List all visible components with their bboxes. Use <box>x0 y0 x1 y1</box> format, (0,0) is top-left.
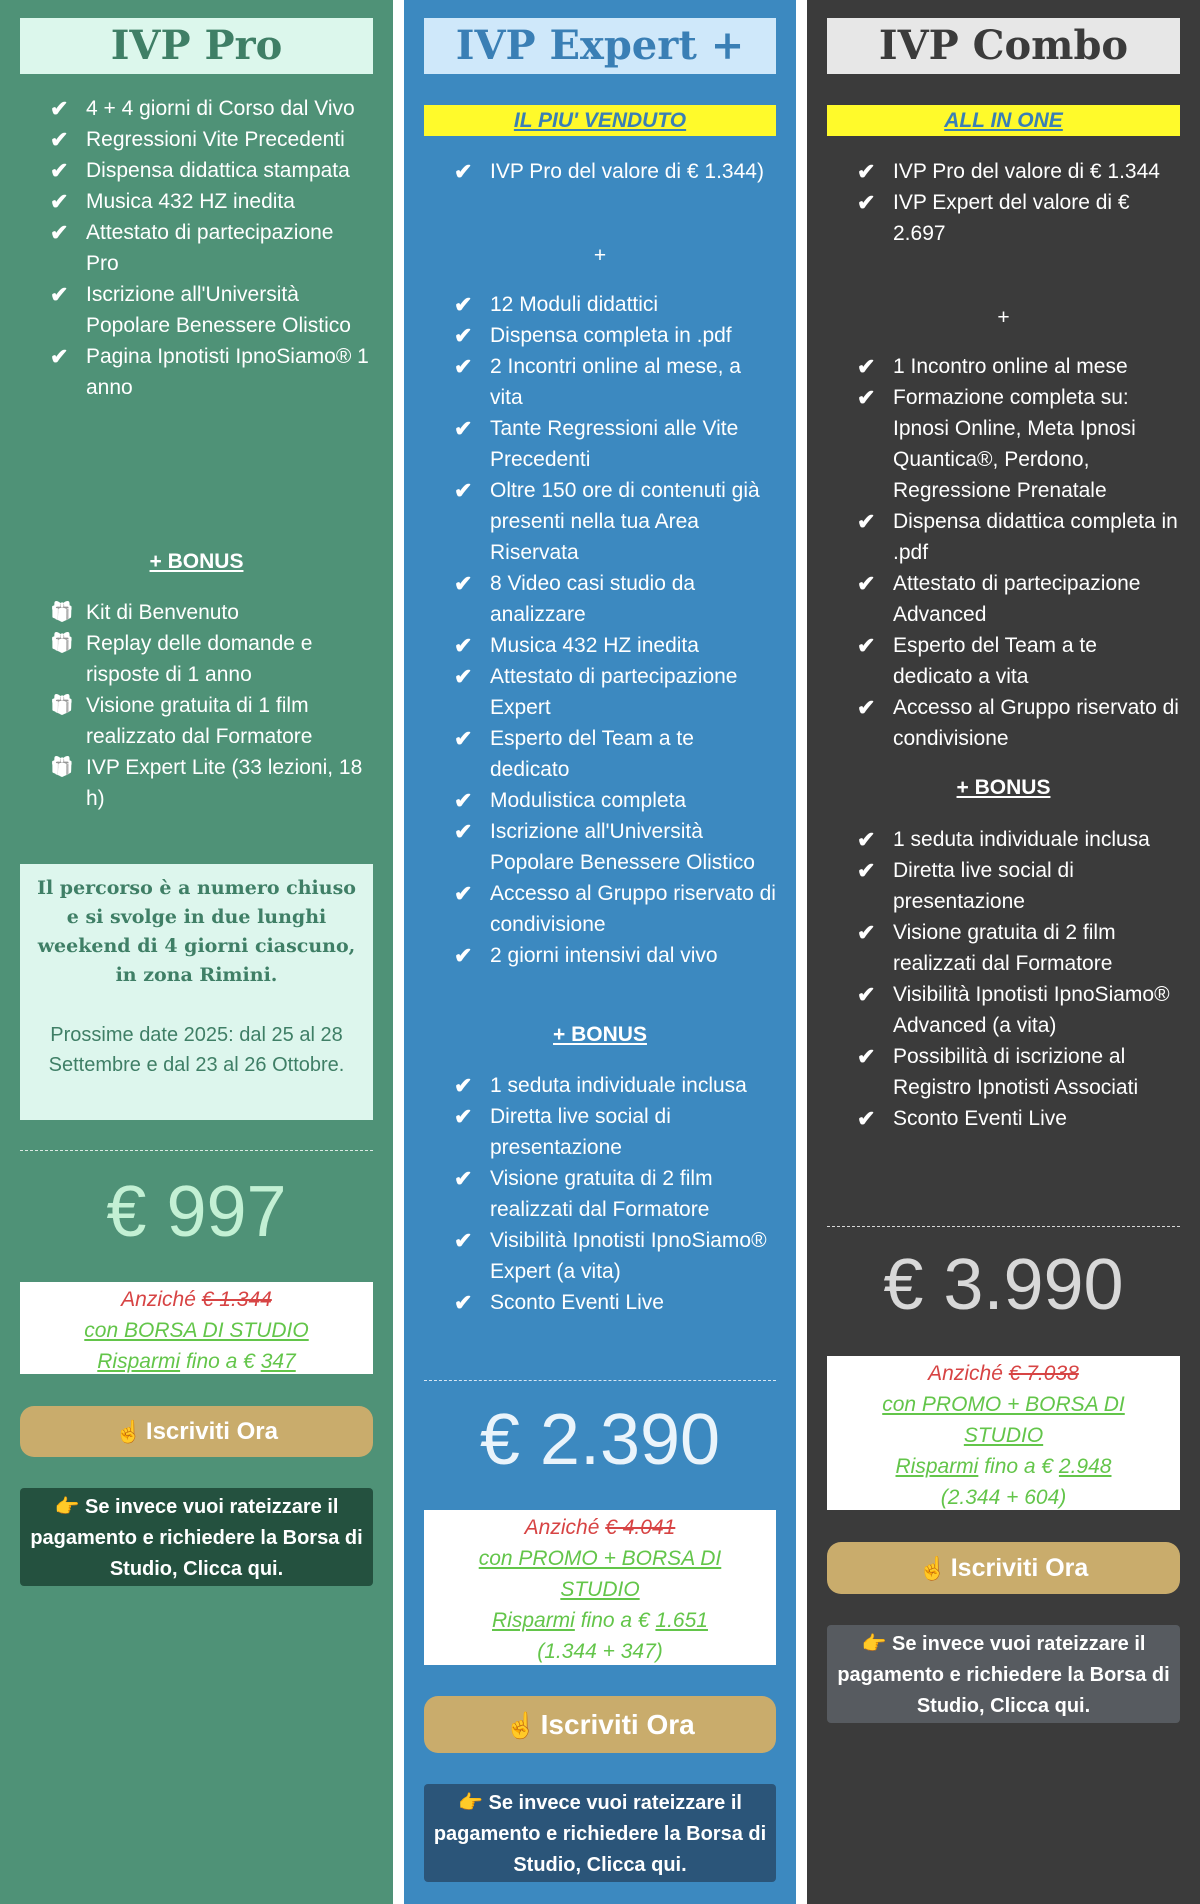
gift-icon: 🎁 <box>50 633 74 654</box>
list-item <box>454 320 776 351</box>
hand-point-right-icon: 👉 <box>54 1496 80 1518</box>
list-item-text: Dispensa completa in .pdf <box>490 324 732 347</box>
list-item-text: Possibilità di iscrizione al Registro Ipnotisti Associati <box>893 1045 1139 1099</box>
savings-breakdown: (1.344 + 347) <box>537 1640 663 1663</box>
list-item-text: Attestato di partecipazione Expert <box>490 665 738 719</box>
course-info-text: Il percorso è a numero chiuso e si svolge in due lunghi weekend di 4 giorni ciascuno, in zona Rimini. <box>37 877 356 986</box>
check-icon: ✔ <box>454 1073 473 1098</box>
hand-pointer-icon: ☝ <box>918 1556 947 1581</box>
list-item-text: Oltre 150 ore di contenuti già presenti nella tua Area Riservata <box>490 479 760 564</box>
promo-line: con PROMO + BORSA DI STUDIO <box>882 1393 1125 1447</box>
list-item <box>857 630 1180 692</box>
hand-point-right-icon: 👉 <box>458 1792 483 1814</box>
check-icon: ✔ <box>454 323 473 348</box>
list-item-text: 2 giorni intensivi dal vivo <box>490 944 718 967</box>
check-icon: ✔ <box>50 189 69 214</box>
check-icon: ✔ <box>454 664 473 689</box>
list-item <box>50 341 370 403</box>
check-icon: ✔ <box>454 726 473 751</box>
check-icon: ✔ <box>857 982 876 1007</box>
list-item <box>857 1041 1180 1103</box>
list-item <box>454 816 776 878</box>
list-item-text: Iscrizione all'Università Popolare Benessere Olistico <box>86 283 351 337</box>
list-item-text: Attestato di partecipazione Advanced <box>893 572 1141 626</box>
list-item <box>454 413 776 475</box>
list-item-text: Visibilità Ipnotisti IpnoSiamo® Expert (a vita) <box>490 1229 767 1283</box>
check-icon: ✔ <box>454 1104 473 1129</box>
bonus-heading: + BONUS <box>553 1023 647 1046</box>
list-item <box>454 156 774 187</box>
original-price-line: Anziché € 7.038 <box>928 1362 1079 1385</box>
list-item <box>857 917 1180 979</box>
all-in-one-ribbon: ALL IN ONE <box>827 105 1180 136</box>
list-item <box>50 186 370 217</box>
promo-box <box>424 1510 776 1665</box>
check-icon: ✔ <box>454 478 473 503</box>
list-item <box>454 568 776 630</box>
gift-icon: 🎁 <box>50 602 74 623</box>
list-item-text: Tante Regressioni alle Vite Precedenti <box>490 417 739 471</box>
bonus-list <box>454 1070 776 1318</box>
check-icon: ✔ <box>857 633 876 658</box>
check-icon: ✔ <box>454 1290 473 1315</box>
includes-list <box>454 156 774 187</box>
original-price: € 7.038 <box>1008 1362 1079 1385</box>
installment-link[interactable]: 👉 Se invece vuoi rateizzare il pagamento e richiedere la Borsa di Studio, Clicca qui. <box>424 1784 776 1882</box>
list-item <box>857 824 1180 855</box>
list-item <box>50 752 370 814</box>
promo-line: con BORSA DI STUDIO <box>84 1319 309 1342</box>
check-icon: ✔ <box>857 827 876 852</box>
list-item-text: Visione gratuita di 2 film realizzati dal Formatore <box>490 1167 713 1221</box>
check-icon: ✔ <box>454 159 473 184</box>
original-price-line: Anziché € 1.344 <box>121 1288 272 1311</box>
feature-list <box>857 351 1180 754</box>
list-item-text: Dispensa didattica completa in .pdf <box>893 510 1178 564</box>
list-item <box>454 1225 776 1287</box>
list-item-text: Diretta live social di presentazione <box>893 859 1074 913</box>
list-item-text: IVP Expert Lite (33 lezioni, 18 h) <box>86 756 363 810</box>
list-item <box>50 155 370 186</box>
list-item <box>857 187 1180 249</box>
list-item-text: Musica 432 HZ inedita <box>490 634 699 657</box>
feature-list <box>50 93 370 403</box>
original-price-line: Anziché € 4.041 <box>524 1516 676 1539</box>
list-item-text: 1 Incontro online al mese <box>893 355 1128 378</box>
plan-title: IVP Expert + <box>424 18 776 74</box>
check-icon: ✔ <box>50 127 69 152</box>
list-item-text: Esperto del Team a te dedicato a vita <box>893 634 1097 688</box>
feature-list <box>454 289 776 971</box>
list-item-text: 2 Incontri online al mese, a vita <box>490 355 741 409</box>
savings-line: Risparmi fino a € 1.651 <box>492 1609 708 1632</box>
list-item-text: Formazione completa su: Ipnosi Online, Meta Ipnosi Quantica®, Perdono, Regressione Prenatale <box>893 386 1136 502</box>
list-item <box>50 628 370 690</box>
divider <box>827 1226 1180 1227</box>
price: € 3.990 <box>883 1245 1124 1325</box>
list-item-text: Visibilità Ipnotisti IpnoSiamo® Advanced (a vita) <box>893 983 1170 1037</box>
enroll-button[interactable]: ☝ Iscriviti Ora <box>827 1542 1180 1594</box>
check-icon: ✔ <box>454 1228 473 1253</box>
bonus-list <box>50 597 370 814</box>
hand-pointer-icon: ☝ <box>115 1419 142 1444</box>
check-icon: ✔ <box>857 509 876 534</box>
list-item-text: Modulistica completa <box>490 789 687 812</box>
list-item-text: Kit di Benvenuto <box>86 601 239 624</box>
list-item-text: Visione gratuita di 1 film realizzato dal Formatore <box>86 694 313 748</box>
original-price: € 1.344 <box>201 1288 272 1311</box>
check-icon: ✔ <box>454 819 473 844</box>
list-item-text: Esperto del Team a te dedicato <box>490 727 694 781</box>
list-item-text: 4 + 4 giorni di Corso dal Vivo <box>86 97 355 120</box>
course-info-box <box>20 864 373 1120</box>
check-icon: ✔ <box>857 1044 876 1069</box>
list-item <box>454 289 776 320</box>
list-item <box>454 785 776 816</box>
list-item <box>857 156 1180 187</box>
list-item <box>454 1163 776 1225</box>
list-item <box>50 690 370 752</box>
check-icon: ✔ <box>454 1166 473 1191</box>
check-icon: ✔ <box>454 881 473 906</box>
list-item-text: Musica 432 HZ inedita <box>86 190 295 213</box>
list-item-text: Sconto Eventi Live <box>490 1291 664 1314</box>
course-dates: Prossime date 2025: dal 25 al 28 Settembre e dal 23 al 26 Ottobre. <box>48 1024 345 1076</box>
list-item-text: Pagina Ipnotisti IpnoSiamo® 1 anno <box>86 345 369 399</box>
gift-icon: 🎁 <box>50 757 74 778</box>
list-item <box>50 597 370 628</box>
gift-icon: 🎁 <box>50 695 74 716</box>
list-item-text: 8 Video casi studio da analizzare <box>490 572 696 626</box>
check-icon: ✔ <box>857 159 876 184</box>
plan-title: IVP Combo <box>827 18 1180 74</box>
list-item <box>454 475 776 568</box>
check-icon: ✔ <box>50 220 69 245</box>
installment-link[interactable]: 👉 Se invece vuoi rateizzare il pagamento e richiedere la Borsa di Studio, Clicca qui. <box>827 1625 1180 1723</box>
check-icon: ✔ <box>857 858 876 883</box>
check-icon: ✔ <box>454 788 473 813</box>
bonus-heading: + BONUS <box>956 776 1051 799</box>
list-item <box>857 692 1180 754</box>
list-item-text: Regressioni Vite Precedenti <box>86 128 345 151</box>
check-icon: ✔ <box>857 920 876 945</box>
plus-sign: + <box>997 306 1010 329</box>
list-item <box>454 661 776 723</box>
check-icon: ✔ <box>454 354 473 379</box>
plan-column-combo <box>807 0 1200 1904</box>
divider <box>20 1150 373 1151</box>
check-icon: ✔ <box>454 416 473 441</box>
list-item-text: Visione gratuita di 2 film realizzati dal Formatore <box>893 921 1116 975</box>
list-item-text: IVP Expert del valore di € 2.697 <box>893 191 1130 245</box>
check-icon: ✔ <box>454 292 473 317</box>
list-item <box>857 568 1180 630</box>
check-icon: ✔ <box>50 282 69 307</box>
promo-box <box>827 1356 1180 1510</box>
list-item-text: Dispensa didattica stampata <box>86 159 350 182</box>
plus-sign: + <box>593 244 607 267</box>
check-icon: ✔ <box>857 354 876 379</box>
check-icon: ✔ <box>857 571 876 596</box>
check-icon: ✔ <box>454 633 473 658</box>
plan-column-pro <box>0 0 393 1904</box>
installment-link[interactable]: 👉 Se invece vuoi rateizzare il pagamento e richiedere la Borsa di Studio, Clicca qui. <box>20 1488 373 1586</box>
savings-breakdown: (2.344 + 604) <box>940 1486 1067 1509</box>
list-item-text: 1 seduta individuale inclusa <box>490 1074 747 1097</box>
list-item <box>50 124 370 155</box>
check-icon: ✔ <box>857 1106 876 1131</box>
list-item <box>857 382 1180 506</box>
savings-line: Risparmi fino a € 2.948 <box>895 1455 1112 1478</box>
check-icon: ✔ <box>50 96 69 121</box>
enroll-button[interactable]: ☝ Iscriviti Ora <box>424 1696 776 1753</box>
check-icon: ✔ <box>857 695 876 720</box>
list-item-text: Iscrizione all'Università Popolare Benessere Olistico <box>490 820 755 874</box>
list-item <box>454 878 776 940</box>
check-icon: ✔ <box>454 571 473 596</box>
promo-line: con PROMO + BORSA DI STUDIO <box>478 1547 722 1601</box>
list-item-text: Sconto Eventi Live <box>893 1107 1067 1130</box>
list-item-text: IVP Pro del valore di € 1.344 <box>893 160 1160 183</box>
check-icon: ✔ <box>50 344 69 369</box>
list-item <box>857 351 1180 382</box>
list-item <box>454 1101 776 1163</box>
savings-line: Risparmi fino a € 347 <box>97 1350 296 1373</box>
list-item <box>857 1103 1180 1134</box>
list-item <box>50 279 370 341</box>
divider <box>424 1380 776 1381</box>
list-item-text: Attestato di partecipazione Pro <box>86 221 334 275</box>
list-item-text: Diretta live social di presentazione <box>490 1105 671 1159</box>
check-icon: ✔ <box>857 385 876 410</box>
hand-point-right-icon: 👉 <box>861 1633 887 1655</box>
list-item <box>857 506 1180 568</box>
list-item-text: 12 Moduli didattici <box>490 293 659 316</box>
list-item <box>50 93 370 124</box>
check-icon: ✔ <box>857 190 876 215</box>
list-item <box>454 1287 776 1318</box>
list-item <box>857 855 1180 917</box>
price: € 997 <box>106 1172 287 1252</box>
list-item-text: Replay delle domande e risposte di 1 anno <box>86 632 313 686</box>
bonus-heading: + BONUS <box>149 550 244 573</box>
list-item <box>454 940 776 971</box>
bonus-list <box>857 824 1180 1134</box>
list-item-text: Accesso al Gruppo riservato di condivisione <box>893 696 1179 750</box>
list-item <box>454 351 776 413</box>
list-item <box>454 630 776 661</box>
plan-title: IVP Pro <box>20 18 373 74</box>
list-item <box>857 979 1180 1041</box>
list-item-text: 1 seduta individuale inclusa <box>893 828 1150 851</box>
list-item-text: IVP Pro del valore di € 1.344) <box>490 160 764 183</box>
list-item-text: Accesso al Gruppo riservato di condivisione <box>490 882 776 936</box>
plan-column-expert <box>404 0 796 1904</box>
promo-box <box>20 1282 373 1374</box>
includes-list <box>857 156 1180 249</box>
hand-pointer-icon: ☝ <box>505 1712 537 1740</box>
list-item <box>50 217 370 279</box>
bestseller-ribbon: IL PIU' VENDUTO <box>424 105 776 136</box>
check-icon: ✔ <box>454 943 473 968</box>
list-item <box>454 723 776 785</box>
check-icon: ✔ <box>50 158 69 183</box>
list-item <box>454 1070 776 1101</box>
original-price: € 4.041 <box>605 1516 676 1539</box>
enroll-button[interactable]: ☝ Iscriviti Ora <box>20 1406 373 1457</box>
price: € 2.390 <box>479 1400 721 1480</box>
